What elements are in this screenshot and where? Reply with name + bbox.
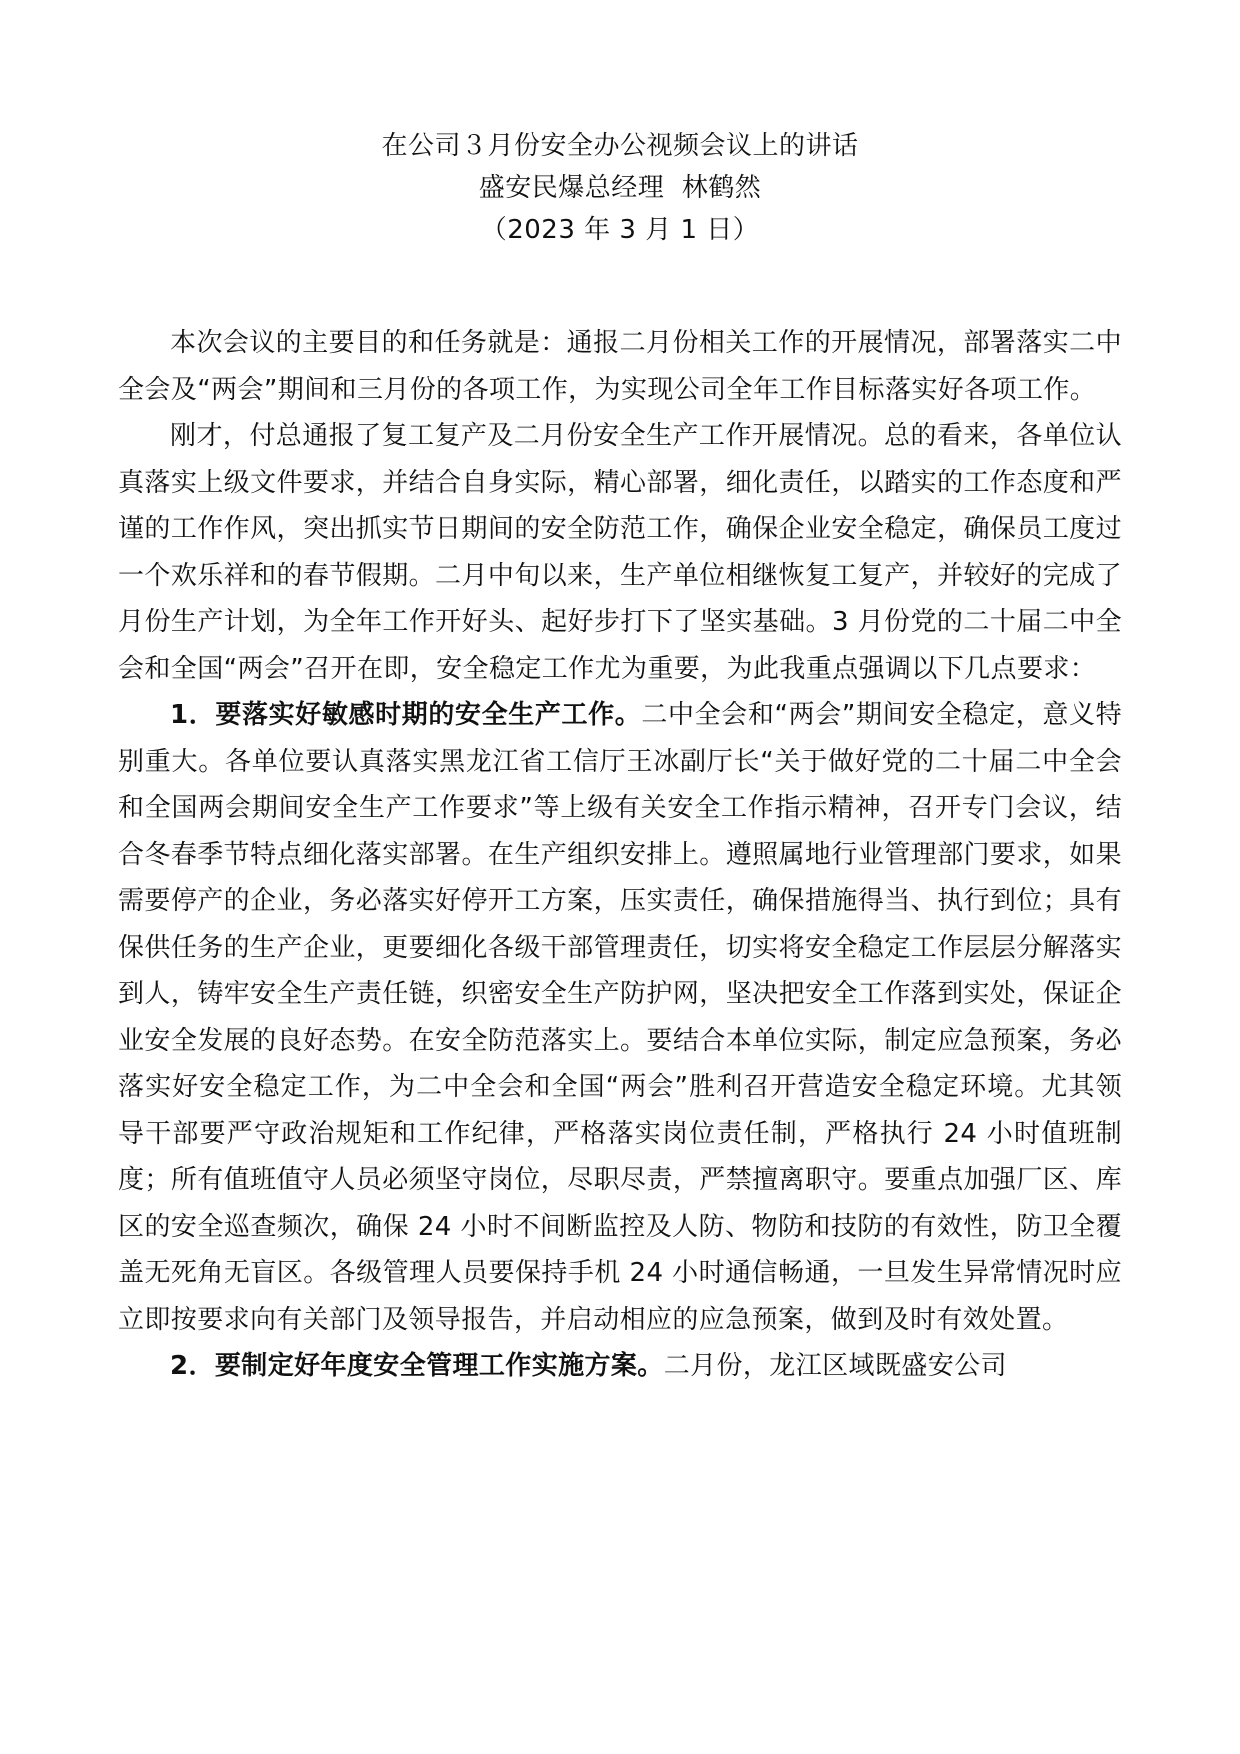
- paragraph-heading: 1．要落实好敏感时期的安全生产工作。: [170, 700, 642, 730]
- paragraph-heading: 2．要制定好年度安全管理工作实施方案。: [170, 1351, 664, 1381]
- paragraph-point-1: [118, 692, 1122, 1343]
- document-body: [118, 320, 1122, 1390]
- paragraph-intro: [118, 320, 1122, 413]
- document-date: （2023 年 3 月 1 日）: [480, 215, 760, 245]
- document-header: [0, 125, 1240, 251]
- paragraph-review: [118, 413, 1122, 692]
- speaker-line: 盛安民爆总经理 林鹤然: [478, 173, 762, 203]
- paragraph-point-2: [118, 1343, 1122, 1390]
- paragraph-text: 本次会议的主要目的和任务就是：通报二月份相关工作的开展情况，部署落实二中全会及“两会”期间和三月份的各项工作，为实现公司全年工作目标落实好各项工作。: [118, 328, 1122, 405]
- paragraph-text: 二月份，龙江区域既盛安公司: [663, 1351, 1007, 1381]
- document-title: 在公司３月份安全办公视频会议上的讲话: [381, 131, 859, 161]
- paragraph-text: 二中全会和“两会”期间安全稳定，意义特别重大。各单位要认真落实黑龙江省工信厅王冰副厅长“关于做好党的二十届二中全会和全国两会期间安全生产工作要求”等上级有关安全工作指示精神，召开专门会议，结合冬春季节特点细化落实部署。在生产组织安排上。遵照属地行业管理部门要求，如果需要停产的企业，务必落实好停开工方案，压实责任，确保措施得当、执行到位；具有保供任务的生产企业，更要细化各级干部管理责任，切实将安全稳定工作层层分解落实到人，铸牢安全生产责任链，织密安全生产防护网，坚决把安全工作落到实处，保证企业安全发展的良好态势。在安全防范落实上。要结合本单位实际，制定应急预案，务必落实好安全稳定工作，为二中全会和全国“两会”胜利召开营造安全稳定环境。尤其领导干部要严守政治规矩和工作纪律，严格落实岗位责任制，严格执行 24 小时值班制度；所有值班值守人员必须坚守岗位，尽职尽责，严禁擅离职守。要重点加强厂区、库区的安全巡查频次，确保 24 小时不间断监控及人防、物防和技防的有效性，防卫全覆盖无死角无盲区。各级管理人员要保持手机 24 小时通信畅通，一旦发生异常情况时应立即按要求向有关部门及领导报告，并启动相应的应急预案，做到及时有效处置。: [118, 700, 1122, 1335]
- paragraph-text: 刚才，付总通报了复工复产及二月份安全生产工作开展情况。总的看来，各单位认真落实上级文件要求，并结合自身实际，精心部署，细化责任，以踏实的工作态度和严谨的工作作风，突出抓实节日期间的安全防范工作，确保企业安全稳定，确保员工度过一个欢乐祥和的春节假期。二月中旬以来，生产单位相继恢复工复产，并较好的完成了月份生产计划，为全年工作开好头、起好步打下了坚实基础。3 月份党的二十届二中全会和全国“两会”召开在即，安全稳定工作尤为重要，为此我重点强调以下几点要求：: [118, 421, 1122, 684]
